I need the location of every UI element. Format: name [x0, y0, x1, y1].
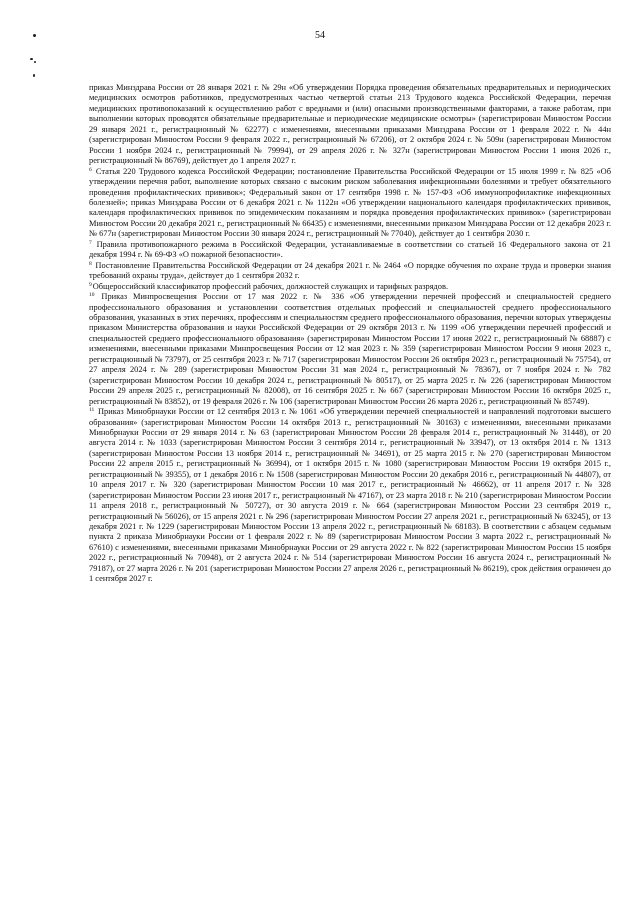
footnote-6 — [89, 167, 611, 240]
scan-speck — [34, 61, 36, 63]
footnote-mark: 6 — [89, 166, 92, 173]
footnote-text: Статья 220 Трудового кодекса Российской Федерации; постановление Правительства Российской Федерации от 15 июля 1999 г. № 825 «Об утверждении перечня работ, выполнение которых связано с высоким риском заболевания инфекционными болезнями и требует обязательного проведения профилактических прививок»; Федеральный закон от 17 сентября 1998 г. № 157-ФЗ «Об иммунопрофилактике инфекционных болезней»; приказ Минздрава России от 6 декабря 2021 г. № 1122н «Об утверждении национального календаря профилактических прививок, календаря профилактических прививок по эпидемическим показаниям и порядка проведения профилактических прививок» (зарегистрирован Минюстом России 20 декабря 2021 г., регистрационный № 66435) с изменениями, внесенными приказом Минздрава России от 12 декабря 2023 г. № 677н (зарегистрирован Минюстом России 30 января 2024 г., регистрационный № 77040), действует до 1 сентября 2030 г. — [89, 166, 611, 239]
footnote-9 — [89, 282, 611, 292]
footnote-continuation — [89, 83, 611, 167]
footnote-text: Постановление Правительства Российской Федерации от 24 декабря 2021 г. № 2464 «О порядке обучения по охране труда и проверки знания требований охраны труда», действует до 1 сентября 2032 г. — [89, 260, 612, 281]
footnote-mark: 7 — [89, 239, 92, 246]
footnote-text: Приказ Минпросвещения России от 17 мая 2022 г. № 336 «Об утверждении перечней профессий и специальностей среднего профессионального образования и установлении соответствия отдельных профессий и специальностей среднего профессионального образования, указанных в этих перечнях, профессиям и специальностям среднего профессионального образования, перечни которых утверждены приказом Министерства образования и науки Российской Федерации от 29 октября 2013 г. № 1199 «Об утверждении перечней профессий и специальностей среднего профессионального образования» (зарегистрирован Минюстом России 17 июня 2022 г., регистрационный № 68887) с изменениями, внесенными приказами Минпросвещения России от 12 мая 2023 г. № 359 (зарегистрирован Минюстом России 9 июня 2023 г., регистрационный № 73797), от 25 сентября 2023 г. № 717 (зарегистрирован Минюстом России 26 октября 2023 г., регистрационный № 75754), от 27 апреля 2024 г. № 289 (зарегистрирован Минюстом России 31 мая 2024 г., регистрационный № 78367), от 7 ноября 2024 г. № 782 (зарегистрирован Минюстом России 10 декабря 2024 г., регистрационный № 80517), от 25 марта 2025 г. № 226 (зарегистрирован Минюстом России 29 апреля 2025 г., регистрационный № 82008), от 16 сентября 2025 г. № 667 (зарегистрирован Минюстом России 16 октября 2025 г., регистрационный № 83852), от 19 февраля 2026 г. № 106 (зарегистрирован Минюстом России 26 марта 2026 г., регистрационный № 85749). — [89, 292, 611, 406]
footnote-text: приказ Минздрава России от 28 января 2021 г. № 29н «Об утверждении Порядка проведения обязательных предварительных и периодических медицинских осмотров работников, предусмотренных частью четвертой статьи 213 Трудового кодекса Российской Федерации, перечня медицинских противопоказаний к осуществлению работ с вредными и (или) опасными производственными факторами, а также работам, при выполнении которых проводятся обязательные предварительные и периодические медицинские осмотры» (зарегистрирован Минюстом России 29 января 2021 г., регистрационный № 62277) с изменениями, внесенными приказами Минздрава России от 1 февраля 2022 г. № 44н (зарегистрирован Минюстом России 9 февраля 2022 г., регистрационный № 67206), от 2 октября 2024 г. № 509н (зарегистрирован Минюстом России 1 ноября 2024 г., регистрационный № 79994), от 29 апреля 2026 г. № 327н (зарегистрирован Минюстом России 1 июня 2026 г., регистрационный № 86769), действует до 1 апреля 2027 г. — [89, 83, 611, 166]
footnote-text: Правила противопожарного режима в Российской Федерации, устанавливаемые в соответствии со статьей 16 Федерального закона от 21 декабря 1994 г. № 69-ФЗ «О пожарной безопасности». — [89, 239, 612, 260]
footnote-mark: 8 — [89, 260, 92, 267]
footnote-text: Приказ Минобрнауки России от 12 сентября 2013 г. № 1061 «Об утверждении перечней специальностей и направлений подготовки высшего образования» (зарегистрирован Минюстом России 14 октября 2013 г., регистрационный № 30163) с изменениями, внесенными приказами Минобрнауки России от 29 января 2014 г. № 63 (зарегистрирован Минюстом России 28 февраля 2014 г., регистрационный № 31448), от 20 августа 2014 г. № 1033 (зарегистрирован Минюстом России 3 сентября 2014 г., регистрационный № 33947), от 13 октября 2014 г. № 1313 (зарегистрирован Минюстом России 13 ноября 2014 г., регистрационный № 34691), от 25 марта 2015 г. № 270 (зарегистрирован Минюстом России 22 апреля 2015 г., регистрационный № 36994), от 1 октября 2015 г. № 1080 (зарегистрирован Минюстом России 19 октября 2015 г., регистрационный № 39355), от 1 декабря 2016 г. № 1508 (зарегистрирован Минюстом России 20 декабря 2016 г., регистрационный № 44807), от 10 апреля 2017 г. № 320 (зарегистрирован Минюстом России 10 мая 2017 г., регистрационный № 46662), от 11 апреля 2017 г. № 328 (зарегистрирован Минюстом России 23 июня 2017 г., регистрационный № 47167), от 23 марта 2018 г. № 210 (зарегистрирован Минюстом России 11 апреля 2018 г., регистрационный № 50727), от 30 августа 2019 г. № 664 (зарегистрирован Минюстом России 23 сентября 2019 г., регистрационный № 56026), от 15 апреля 2021 г. № 296 (зарегистрирован Минюстом России 27 апреля 2021 г., регистрационный № 63245), от 13 декабря 2021 г. № 1229 (зарегистрирован Минюстом России 13 апреля 2022 г., регистрационный № 68183). В соответствии с абзацем седьмым пункта 2 приказа Минобрнауки России от 1 февраля 2022 г. № 89 (зарегистрирован Минюстом России 3 марта 2022 г., регистрационный № 67610) с изменениями, внесенными приказами Минобрнауки России от 29 августа 2022 г. № 822 (зарегистрирован Минюстом России 15 ноября 2022 г., регистрационный № 70948), от 2 августа 2024 г. № 514 (зарегистрирован Минюстом России 16 августа 2024 г., регистрационный № 79187), от 27 марта 2026 г. № 201 (зарегистрирован Минюстом России 27 апреля 2026 г., регистрационный № 86219), срок действия ограничен до 1 сентября 2027 г. — [89, 407, 611, 584]
footnote-mark: 11 — [89, 407, 95, 414]
scan-speck — [33, 74, 35, 77]
footnote-11 — [89, 407, 611, 585]
footnote-8 — [89, 261, 611, 282]
footnotes-block — [89, 83, 611, 585]
scan-speck — [30, 58, 33, 60]
footnote-mark: 9 — [89, 281, 92, 288]
footnote-7 — [89, 240, 611, 261]
page-number: 54 — [315, 30, 325, 41]
footnote-text: Общероссийский классификатор профессий рабочих, должностей служащих и тарифных разрядов. — [92, 281, 449, 291]
footnote-10 — [89, 292, 611, 407]
footnote-mark: 10 — [89, 292, 95, 299]
